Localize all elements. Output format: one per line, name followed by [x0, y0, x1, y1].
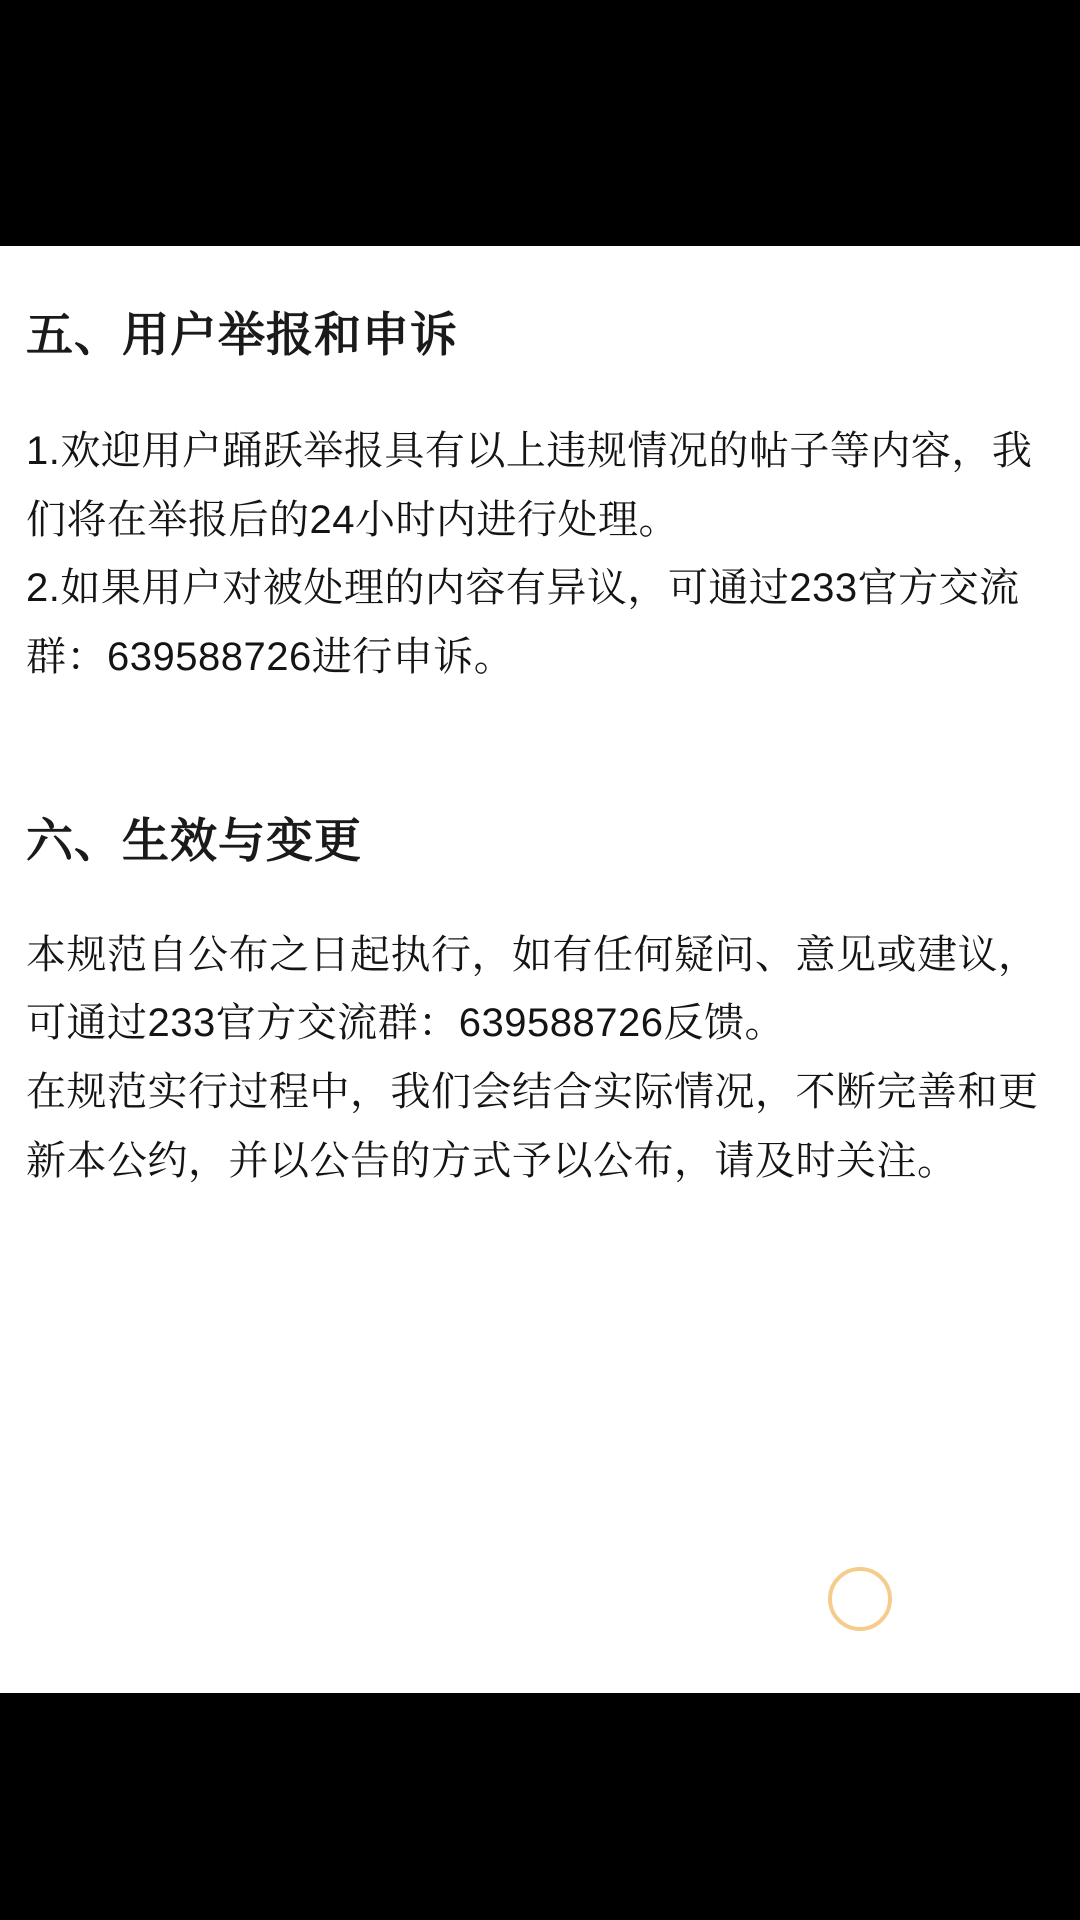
paragraph-report-welcome: 1.欢迎用户踊跃举报具有以上违规情况的帖子等内容，我们将在举报后的24小时内进行处理。: [26, 428, 1033, 542]
section-heading-six: 六、生效与变更: [26, 813, 362, 867]
loading-ring-icon: [828, 1567, 892, 1631]
section-heading-five: 五、用户举报和申诉: [26, 308, 458, 361]
heading-spacer-two: [26, 871, 1054, 921]
section-spacer: [26, 692, 1054, 812]
section-effect-and-change: [26, 812, 1054, 1196]
section-user-report-appeal: [26, 306, 1054, 692]
heading-spacer-one: [26, 365, 1054, 417]
paragraph-effective-date: 本规范自公布之日起执行，如有任何疑问、意见或建议，可通过233官方交流群：639588726反馈。: [26, 932, 1039, 1046]
paragraph-appeal-channel: 2.如果用户对被处理的内容有异议，可通过233官方交流群：639588726进行申诉。: [26, 566, 1020, 680]
paragraph-update-notice: 在规范实行过程中，我们会结合实际情况，不断完善和更新本公约，并以公告的方式予以公布，请及时关注。: [26, 1070, 1039, 1184]
letterbox-bottom-band: [0, 1693, 1080, 1920]
document-page: [0, 246, 1080, 1693]
letterbox-top-band: [0, 0, 1080, 246]
